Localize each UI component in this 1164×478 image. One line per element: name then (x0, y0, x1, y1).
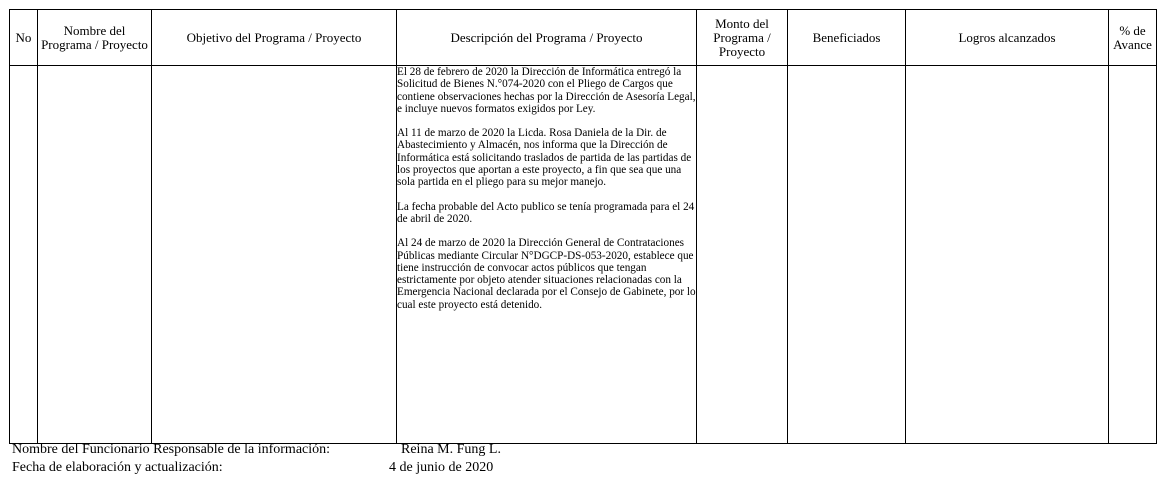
cell-objetivo (152, 66, 397, 444)
cell-no (10, 66, 38, 444)
header-descripcion: Descripción del Programa / Proyecto (397, 10, 697, 66)
footer-responsable (12, 442, 501, 458)
header-row (10, 10, 1157, 66)
responsable-label: Nombre del Funcionario Responsable de la información: (12, 442, 331, 457)
cell-monto (697, 66, 788, 444)
cell-avance (1109, 66, 1157, 444)
header-logros: Logros alcanzados (906, 10, 1109, 66)
footer-fecha (12, 460, 494, 476)
fecha-label: Fecha de elaboración y actualización: (12, 460, 223, 475)
header-beneficiados: Beneficiados (788, 10, 906, 66)
cell-nombre (38, 66, 152, 444)
descripcion-paragraph: El 28 de febrero de 2020 la Dirección de Informática entregó la Solicitud de Bienes N.°074-2020 con el Pliego de Cargos que contiene observaciones hechas por la Dirección de Asesoría Legal, e incluye nuevos formatos exigidos por Ley. (397, 66, 696, 115)
fecha-value: 4 de junio de 2020 (389, 460, 494, 475)
descripcion-paragraph: Al 24 de marzo de 2020 la Dirección General de Contrataciones Públicas mediante Circular N°DGCP-DS-053-2020, establece que tiene instrucción de convocar actos públicos que tengan estrictamente por objeto atender situaciones relacionadas con la Emergencia Nacional declarada por el Consejo de Gabinete, por lo cual este proyecto está detenido. (397, 237, 696, 311)
table-row (10, 66, 1157, 444)
cell-descripcion (397, 66, 697, 444)
descripcion-paragraph: La fecha probable del Acto publico se tenía programada para el 24 de abril de 2020. (397, 200, 695, 225)
descripcion-paragraph: Al 11 de marzo de 2020 la Licda. Rosa Daniela de la Dir. de Abastecimiento y Almacén, nos informa que la Dirección de Informática está solicitando traslados de partida de las partidas de los proyectos que aportan a este proyecto, a fin que sea que una sola partida en el pliego para su mejor manejo. (397, 127, 692, 189)
header-avance: % de Avance (1109, 10, 1157, 66)
report-table (9, 9, 1157, 444)
header-monto: Monto del Programa / Proyecto (697, 10, 788, 66)
cell-logros (906, 66, 1109, 444)
header-no: No (10, 10, 38, 66)
cell-beneficiados (788, 66, 906, 444)
header-objetivo: Objetivo del Programa / Proyecto (152, 10, 397, 66)
header-nombre: Nombre del Programa / Proyecto (38, 10, 152, 66)
responsable-value: Reina M. Fung L. (401, 442, 501, 457)
